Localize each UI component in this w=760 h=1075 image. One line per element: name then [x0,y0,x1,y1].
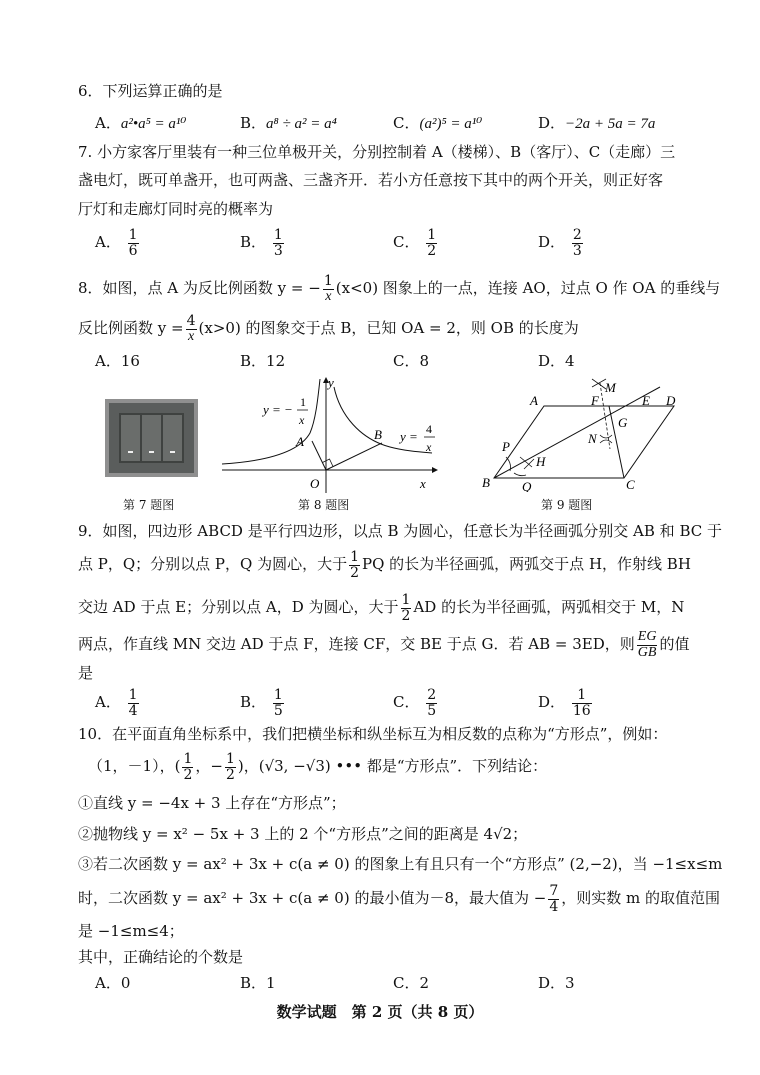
fig8-point-b: B [374,427,382,442]
fig9-caption: 第 9 题图 [541,498,593,512]
fig8-graph [220,375,438,493]
fig8-right-label: y = [400,429,418,444]
fig8-left-branch [222,379,320,464]
switch-photo-image [105,399,198,477]
q10-option-c[interactable]: C．2 [393,974,430,992]
switch-indicator-a [128,451,133,453]
switch-indicator-c [170,451,175,453]
fig9-label-a: A [530,393,538,408]
q7-line2: 盏电灯，既可单盏开，也可两盏、三盏齐开．若小方任意按下其中的两个开关，则正好客 [78,171,664,189]
fig8-right-den: x [426,440,432,454]
q9-line1: 9．如图，四边形 ABCD 是平行四边形，以点 B 为圆心，任意长为半径画弧分别交 AB 和 BC 于 [78,522,722,540]
fig8-x-arrow [432,467,438,473]
fig8-point-a: A [296,434,304,449]
q9-line2: 点 P，Q；分别以点 P，Q 为圆心，大于 $\frac{1}{2}$ PQ 的长为半径画弧，两弧交于点 H，作射线 BH [78,549,691,581]
q9-line3: 交边 AD 于点 E；分别以点 A，D 为圆心，大于 $\frac{1}{2}$ AD 的长为半径画弧，两弧相交于 M，N [78,592,685,624]
q7-line1: 7. 小方家客厅里装有一种三位单极开关，分别控制着 A（楼梯）、B（客厅）、C（走廊）三 [78,143,676,161]
q6-option-d[interactable]: D．−2a + 5a = 7a [538,114,656,132]
q6-option-b[interactable]: B．a⁸ ÷ a² = a⁴ [240,114,337,132]
switch-key-b [142,415,161,461]
q6-option-a[interactable]: A．a²•a⁵ = a¹⁰ [95,114,187,132]
fig8-left-den: x [299,413,305,427]
q10-item3-line1: ③若二次函数 y = ax² + 3x + c(a ≠ 0) 的图象上有且只有一个“方形点” (2,−2)，当 −1≤x≤m [78,855,723,873]
fig8-segment-ob [326,443,382,470]
q7-option-c[interactable]: C． $\frac{1}{2}$ [393,227,437,259]
fig9-ray-bh [494,387,660,478]
q9-option-b[interactable]: B． $\frac{1}{5}$ [240,687,283,719]
q7-option-b[interactable]: B． $\frac{1}{3}$ [240,227,283,259]
q6-option-c[interactable]: C．(a²)⁵ = a¹⁰ [393,114,483,132]
q10-line1: 10．在平面直角坐标系中，我们把横坐标和纵坐标互为相反数的点称为“方形点”，例如： [78,725,668,743]
fig9-label-f: F [591,393,599,408]
q8-option-c[interactable]: C．8 [393,352,430,370]
fig9-arc-n1 [600,435,612,438]
q10-option-a[interactable]: A．0 [95,974,131,992]
q7-option-d[interactable]: D． $\frac{2}{3}$ [538,227,582,259]
fig9-label-n: N [588,431,597,446]
q10-item3-line2: 时，二次函数 y = ax² + 3x + c(a ≠ 0) 的最小值为－8，最大值为 − $\frac{7}{4}$ ，则实数 m 的取值范围 [78,883,721,915]
q8-option-b[interactable]: B．12 [240,352,286,370]
q9-line5: 是 [78,664,94,682]
q8-option-d[interactable]: D．4 [538,352,575,370]
fig8-left-label: y = − [263,402,293,417]
q10-line2: （1，－1），( $\frac{1}{2}$ ，− $\frac{1}{2}$ )，(√3, −√3) ••• 都是“方形点”．下列结论： [88,751,548,783]
switch-key-a [121,415,140,461]
fig9-diagram [482,377,677,492]
fig9-label-q: Q [522,479,532,492]
page-footer: 数学试题 第 2 页（共 8 页） [276,1003,484,1021]
fig9-label-e: E [642,393,650,408]
fig7-caption: 第 7 题图 [123,498,175,512]
q6-stem: 6．下列运算正确的是 [78,82,223,100]
q10-item3-line3: 是 −1≤m≤4； [78,922,184,940]
switch-indicator-b [149,451,154,453]
fig7-switch-photo [105,399,198,477]
q10-item1: ①直线 y = −4x + 3 上存在“方形点”； [78,794,346,812]
fig8-segment-oa [312,441,326,470]
fig8-left-num: 1 [300,395,306,409]
q8-line2: 反比例函数 y = $\frac{4}{x}$ (x>0) 的图象交于点 B，已知 OA = 2，则 OB 的长度为 [78,313,579,344]
fig8-origin-label: O [310,476,320,491]
q10-item2: ②抛物线 y = x² − 5x + 3 上的 2 个“方形点”之间的距离是 4√2； [78,825,528,843]
q7-option-a[interactable]: A． $\frac{1}{6}$ [95,227,138,259]
fig8-y-label: y [328,375,334,390]
q9-option-c[interactable]: C． $\frac{2}{5}$ [393,687,437,719]
fig9-arc-n2 [600,440,612,443]
fig9-label-g: G [618,415,628,430]
fig8-caption: 第 8 题图 [298,498,350,512]
fig9-parallelogram [494,406,674,478]
q9-line4: 两点，作直线 MN 交边 AD 于点 F，连接 CF，交 BE 于点 G．若 AB = 3ED，则 $\frac{EG}{GB}$ 的值 [78,629,690,660]
switch-key-c [163,415,182,461]
q7-line3: 厅灯和走廊灯同时亮的概率为 [78,200,274,218]
q8-option-a[interactable]: A．16 [95,352,140,370]
q10-conclusion: 其中，正确结论的个数是 [78,948,244,966]
q9-option-a[interactable]: A． $\frac{1}{4}$ [95,687,138,719]
fig9-label-p: P [502,439,510,454]
fig8-x-label: x [420,476,426,491]
fig9-label-c: C [626,477,635,492]
q10-option-d[interactable]: D．3 [538,974,575,992]
fig9-label-d: D [666,393,676,408]
fig9-arc-q [514,473,526,476]
fig9-label-h: H [536,454,546,469]
q9-option-d[interactable]: D． $\frac{1}{16}$ [538,687,591,719]
q10-option-b[interactable]: B．1 [240,974,276,992]
fig9-label-m: M [605,380,616,395]
fig8-right-num: 4 [426,422,432,436]
q8-line1: 8．如图，点 A 为反比例函数 y = − $\frac{1}{x}$ (x<0) 图象上的一点，连接 AO，过点 O 作 OA 的垂线与 [78,273,721,304]
fig9-label-b: B [482,475,490,490]
